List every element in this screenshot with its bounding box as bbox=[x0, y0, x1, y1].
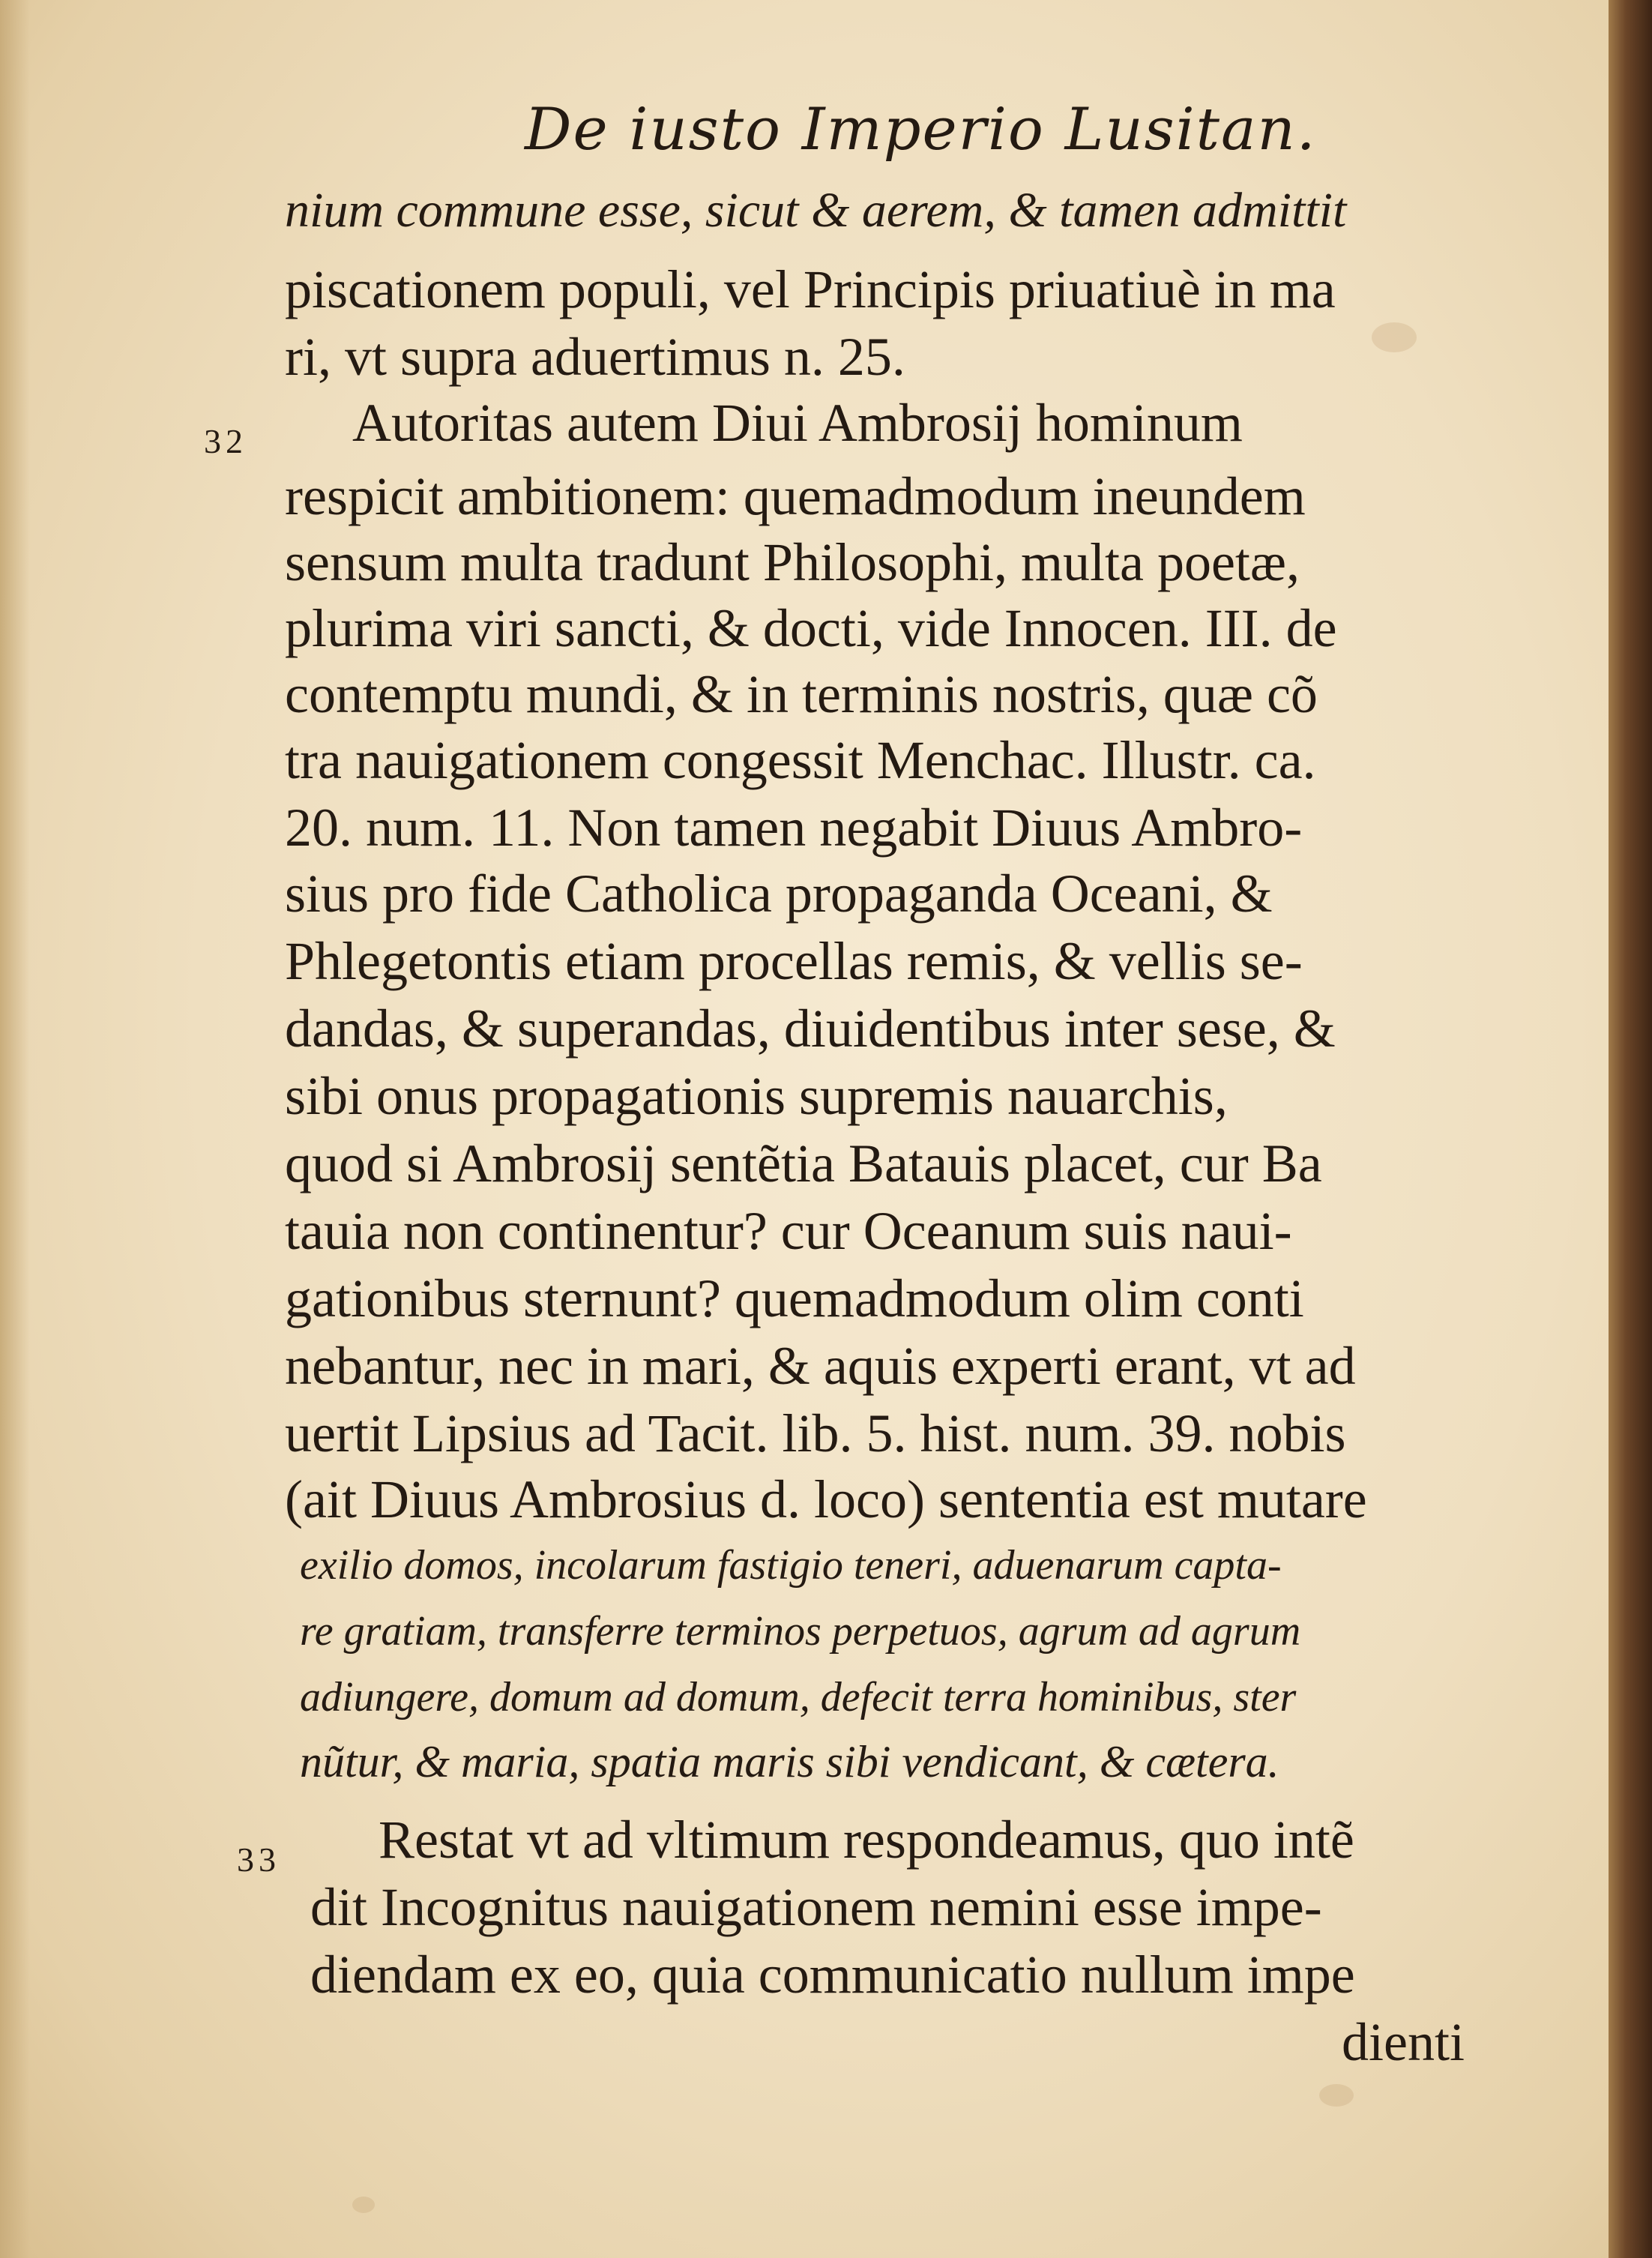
text-line: ri, vt supra aduertimus n. 25. bbox=[285, 327, 905, 387]
text-line: sibi onus propagationis supremis nauarchis, bbox=[285, 1066, 1228, 1126]
text-line: tra nauigationem congessit Menchac. Illustr. ca. bbox=[285, 730, 1316, 790]
text-line: piscationem populi, vel Principis priuatiuè in ma bbox=[285, 259, 1336, 319]
text-line: re gratiam, transferre terminos perpetuos, agrum ad agrum bbox=[300, 1608, 1301, 1655]
text-line: contemptu mundi, & in terminis nostris, quæ cõ bbox=[285, 664, 1318, 724]
text-line: Phlegetontis etiam procellas remis, & vellis se- bbox=[285, 931, 1303, 991]
book-binding-edge bbox=[1609, 0, 1652, 2258]
text-line: nium commune esse, sicut & aerem, & tamen admittit bbox=[285, 183, 1347, 238]
text-line: dit Incognitus nauigationem nemini esse impe- bbox=[310, 1877, 1322, 1937]
text-line: Restat vt ad vltimum respondeamus, quo intẽ bbox=[379, 1810, 1354, 1870]
text-line: plurima viri sancti, & docti, vide Innocen. III. de bbox=[285, 598, 1337, 658]
text-line: nũtur, & maria, spatia maris sibi vendicant, & cætera. bbox=[300, 1737, 1279, 1786]
text-line: adiungere, domum ad domum, defecit terra hominibus, ster bbox=[300, 1674, 1297, 1720]
paragraph-number-33: 33 bbox=[237, 1840, 280, 1879]
text-line: gationibus sternunt? quemadmodum olim conti bbox=[285, 1268, 1304, 1328]
paragraph-number-32: 32 bbox=[204, 422, 247, 460]
paper-stain bbox=[1319, 2084, 1354, 2107]
paper-stain bbox=[352, 2197, 375, 2213]
text-line: diendam ex eo, quia communicatio nullum impe bbox=[310, 1945, 1355, 2005]
text-line: sius pro fide Catholica propaganda Oceani, & bbox=[285, 864, 1273, 924]
text-line: quod si Ambrosij sentẽtia Batauis placet, cur Ba bbox=[285, 1133, 1322, 1193]
page-gutter-shadow bbox=[0, 0, 30, 2258]
catchword: dienti bbox=[1342, 2012, 1465, 2072]
text-line: dandas, & superandas, diuidentibus inter sese, & bbox=[285, 999, 1336, 1059]
text-line: nebantur, nec in mari, & aquis experti erant, vt ad bbox=[285, 1336, 1356, 1396]
text-line: uertit Lipsius ad Tacit. lib. 5. hist. num. 39. nobis bbox=[285, 1403, 1346, 1463]
text-line: Autoritas autem Diui Ambrosij hominum bbox=[352, 393, 1243, 453]
text-line: tauia non continentur? cur Oceanum suis naui- bbox=[285, 1201, 1292, 1261]
running-header: De iusto Imperio Lusitan. bbox=[525, 96, 1317, 163]
text-line: exilio domos, incolarum fastigio teneri, aduenarum capta- bbox=[300, 1542, 1282, 1589]
text-line: sensum multa tradunt Philosophi, multa poetæ, bbox=[285, 532, 1300, 592]
paper-stain bbox=[1372, 322, 1417, 352]
text-line: respicit ambitionem: quemadmodum ineundem bbox=[285, 466, 1306, 526]
text-line: (ait Diuus Ambrosius d. loco) sententia est mutare bbox=[285, 1469, 1367, 1529]
text-line: 20. num. 11. Non tamen negabit Diuus Ambro- bbox=[285, 798, 1303, 858]
